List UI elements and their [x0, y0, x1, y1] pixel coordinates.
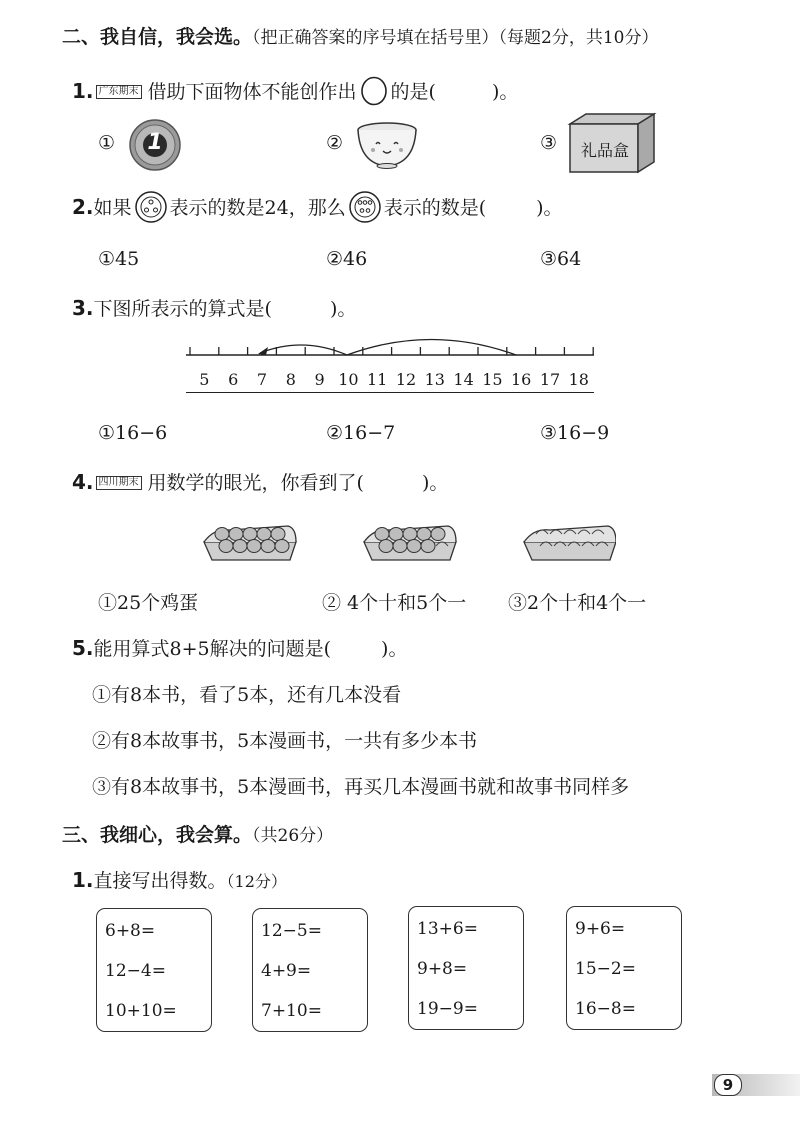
question-text: 直接写出得数。	[93, 870, 227, 892]
question-text: 借助下面物体不能创作出	[147, 81, 357, 103]
question-text: 能用算式8+5解决的问题是(	[93, 638, 332, 660]
option-1[interactable]: ①有8本书，看了5本，还有几本没看	[92, 684, 402, 706]
egg-tray-partial-image	[360, 520, 460, 570]
tick-label: 16	[511, 370, 532, 389]
coin-image	[128, 118, 182, 176]
egg	[375, 528, 389, 541]
calc-item[interactable]: 15−2=	[575, 959, 636, 979]
option-1[interactable]: ①25个鸡蛋	[98, 592, 199, 614]
calc-item[interactable]: 9+8=	[417, 959, 468, 979]
section-2-header	[62, 22, 658, 49]
question-text: 用数学的眼光，你看到了(	[147, 472, 364, 494]
egg	[261, 540, 275, 553]
option-3[interactable]: ③2个十和4个一	[508, 592, 647, 614]
gift-box-label: 礼品盒	[580, 141, 629, 160]
egg	[389, 528, 403, 541]
tick-label: 10	[338, 370, 359, 389]
tick-label: 17	[539, 370, 561, 389]
tray-rim	[524, 526, 616, 542]
question-text: )。	[381, 638, 408, 660]
question-number: 2.	[72, 195, 94, 219]
arrow-head-icon	[258, 347, 268, 355]
option-2[interactable]	[326, 132, 343, 154]
question-number: 3.	[72, 296, 94, 320]
calc-box-3	[408, 906, 524, 1030]
egg	[379, 540, 393, 553]
page-number-tab	[712, 1074, 800, 1096]
coin-text: 1	[147, 130, 163, 155]
calc-box-2	[252, 908, 368, 1032]
bowl-image	[356, 120, 418, 174]
question-1	[72, 76, 518, 110]
egg-tray-full-image	[200, 520, 300, 570]
option-2[interactable]: ②46	[326, 248, 368, 270]
circle-shape-icon	[359, 76, 389, 106]
question-number: 1.	[72, 79, 94, 103]
question-text: )。	[329, 298, 357, 320]
calc-item[interactable]: 12−4=	[105, 961, 166, 981]
tick-label: 5	[199, 370, 210, 389]
egg	[403, 528, 417, 541]
number-line	[186, 328, 598, 396]
tick-label: 9	[314, 370, 325, 389]
jump-arc-1	[347, 340, 516, 356]
question-text: 表示的数是24，那么	[169, 197, 346, 219]
tray-base	[524, 542, 616, 560]
tick-label: 7	[256, 370, 268, 389]
button-5-holes-icon	[348, 190, 382, 224]
question-text: )。	[421, 472, 449, 494]
option-1[interactable]: ①16−6	[98, 422, 168, 444]
option-2[interactable]: ②16−7	[326, 422, 396, 444]
number-line-drawing	[186, 328, 598, 364]
calc-item[interactable]: 9+6=	[575, 919, 626, 939]
section-2-note: （把正确答案的序号填在括号里）（每题2分，共10分）	[252, 28, 659, 48]
calc-item[interactable]: 6+8=	[105, 921, 156, 941]
question-note: （12分）	[226, 872, 287, 891]
egg	[243, 528, 257, 541]
question-5	[72, 634, 407, 661]
egg	[431, 528, 445, 541]
calc-item[interactable]: 10+10=	[105, 1001, 177, 1021]
tick-label: 18	[568, 370, 589, 389]
calc-item[interactable]: 12−5=	[261, 921, 322, 941]
egg	[407, 540, 421, 553]
tick-label: 6	[228, 370, 239, 389]
question-number: 4.	[72, 470, 94, 494]
option-label: ③	[540, 132, 558, 154]
page-number: 9	[714, 1074, 742, 1096]
egg-tray-empty-image	[520, 520, 616, 570]
egg	[215, 528, 229, 541]
tick-label: 11	[367, 370, 388, 389]
option-3[interactable]: ③16−9	[540, 422, 610, 444]
gift-box-image	[566, 110, 658, 180]
calc-item[interactable]: 16−8=	[575, 999, 636, 1019]
option-3[interactable]: ③有8本故事书，5本漫画书，再买几本漫画书就和故事书同样多	[92, 776, 630, 798]
calc-box-1	[96, 908, 212, 1032]
tick-label: 12	[395, 370, 417, 389]
source-tag: 广东期末	[96, 85, 142, 99]
question-2	[72, 190, 563, 228]
calc-question-1	[72, 866, 287, 893]
option-label: ②	[326, 132, 344, 154]
egg	[229, 528, 243, 541]
section-3-header	[62, 820, 333, 847]
tick-label: 8	[285, 370, 296, 389]
egg	[219, 540, 233, 553]
egg	[271, 528, 285, 541]
button-3-holes-icon	[134, 190, 168, 224]
question-text: 如果	[93, 197, 132, 219]
calc-item[interactable]: 4+9=	[261, 961, 312, 981]
option-1[interactable]	[98, 132, 115, 154]
source-tag: 四川期末	[96, 476, 142, 490]
egg	[233, 540, 247, 553]
option-2[interactable]: ②有8本故事书，5本漫画书，一共有多少本书	[92, 730, 478, 752]
section-2-title: 二、我自信，我会选。	[62, 26, 253, 48]
section-3-title: 三、我细心，我会算。	[62, 824, 253, 846]
question-4	[72, 468, 448, 495]
calc-item[interactable]: 7+10=	[261, 1001, 322, 1021]
egg	[247, 540, 261, 553]
egg	[393, 540, 407, 553]
question-text: 的是(	[390, 81, 436, 103]
question-number: 1.	[72, 868, 94, 892]
question-text: 下图所表示的算式是(	[93, 298, 272, 320]
question-3	[72, 294, 356, 321]
option-3[interactable]: ③64	[540, 248, 582, 270]
question-text: )。	[536, 197, 563, 219]
egg	[417, 528, 431, 541]
option-label: ①	[98, 132, 116, 154]
egg	[257, 528, 271, 541]
option-3[interactable]	[540, 132, 557, 154]
question-text: 表示的数是(	[383, 197, 487, 219]
question-number: 5.	[72, 636, 94, 660]
option-1[interactable]: ①45	[98, 248, 140, 270]
tick-label: 15	[482, 370, 503, 389]
section-3-note: （共26分）	[252, 826, 334, 846]
egg	[421, 540, 435, 553]
option-2[interactable]: ② 4个十和5个一	[322, 592, 467, 614]
calc-item[interactable]: 19−9=	[417, 999, 478, 1019]
tick-label: 13	[424, 370, 445, 389]
calc-box-4	[566, 906, 682, 1030]
tick-label: 14	[453, 370, 474, 389]
egg	[275, 540, 289, 553]
question-text: )。	[491, 81, 519, 103]
calc-item[interactable]: 13+6=	[417, 919, 478, 939]
